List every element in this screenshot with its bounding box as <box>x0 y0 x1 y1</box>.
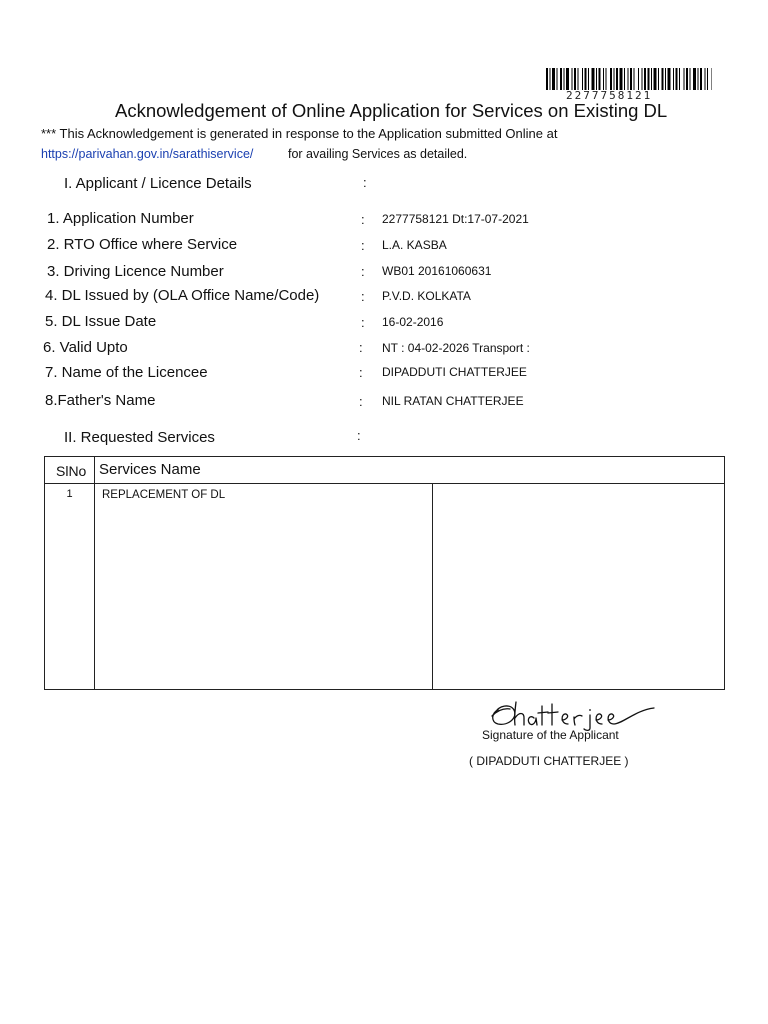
table-header-row <box>45 457 725 484</box>
label-fathers-name: 8.Father's Name <box>45 392 156 409</box>
signatory-name: ( DIPADDUTI CHATTERJEE ) <box>469 754 629 768</box>
colon: : <box>361 264 365 279</box>
label-application-number: 1. Application Number <box>47 210 194 227</box>
section-requested-services: II. Requested Services <box>64 429 215 446</box>
value-dl-number: WB01 20161060631 <box>382 264 492 278</box>
section-applicant-details: I. Applicant / Licence Details <box>64 175 252 192</box>
page-title: Acknowledgement of Online Application for Services on Existing DL <box>115 100 668 121</box>
cell-empty <box>433 484 725 690</box>
colon: : <box>361 315 365 330</box>
note-line-2: for availing Services as detailed. <box>288 147 468 161</box>
label-dl-issue-date: 5. DL Issue Date <box>45 313 157 330</box>
cell-service-name: REPLACEMENT OF DL <box>95 484 433 690</box>
cell-slno: 1 <box>45 484 95 690</box>
value-rto-office: L.A. KASBA <box>382 238 447 252</box>
barcode-number: 2277758121 <box>566 89 653 102</box>
section2-colon: : <box>357 428 361 443</box>
services-table <box>44 456 725 690</box>
colon: : <box>361 238 365 253</box>
sarathi-service-link[interactable]: https://parivahan.gov.in/sarathiservice/ <box>41 147 254 161</box>
label-rto-office: 2. RTO Office where Service <box>47 236 238 253</box>
value-fathers-name: NIL RATAN CHATTERJEE <box>382 394 524 408</box>
value-licencee-name: DIPADDUTI CHATTERJEE <box>382 365 527 379</box>
label-licencee-name: 7. Name of the Licencee <box>45 364 208 381</box>
colon: : <box>359 340 363 355</box>
section1-colon: : <box>363 175 367 190</box>
label-valid-upto: 6. Valid Upto <box>43 339 128 356</box>
label-dl-issued-by: 4. DL Issued by (OLA Office Name/Code) <box>45 287 320 304</box>
value-dl-issued-by: P.V.D. KOLKATA <box>382 289 471 303</box>
signature-caption: Signature of the Applicant <box>482 728 619 742</box>
applicant-signature <box>486 698 660 732</box>
value-application-number: 2277758121 Dt:17-07-2021 <box>382 212 529 226</box>
colon: : <box>359 365 363 380</box>
colon: : <box>359 394 363 409</box>
table-row <box>45 484 725 690</box>
label-dl-number: 3. Driving Licence Number <box>47 263 224 280</box>
value-dl-issue-date: 16-02-2016 <box>382 315 444 329</box>
col-header-slno: SlNo <box>45 457 95 484</box>
colon: : <box>361 289 365 304</box>
col-header-services-name: Services Name <box>95 457 725 484</box>
colon: : <box>361 212 365 227</box>
note-line-1: *** This Acknowledgement is generated in response to the Application submitted Online at <box>41 126 558 141</box>
value-valid-upto: NT : 04-02-2026 Transport : <box>382 341 530 355</box>
